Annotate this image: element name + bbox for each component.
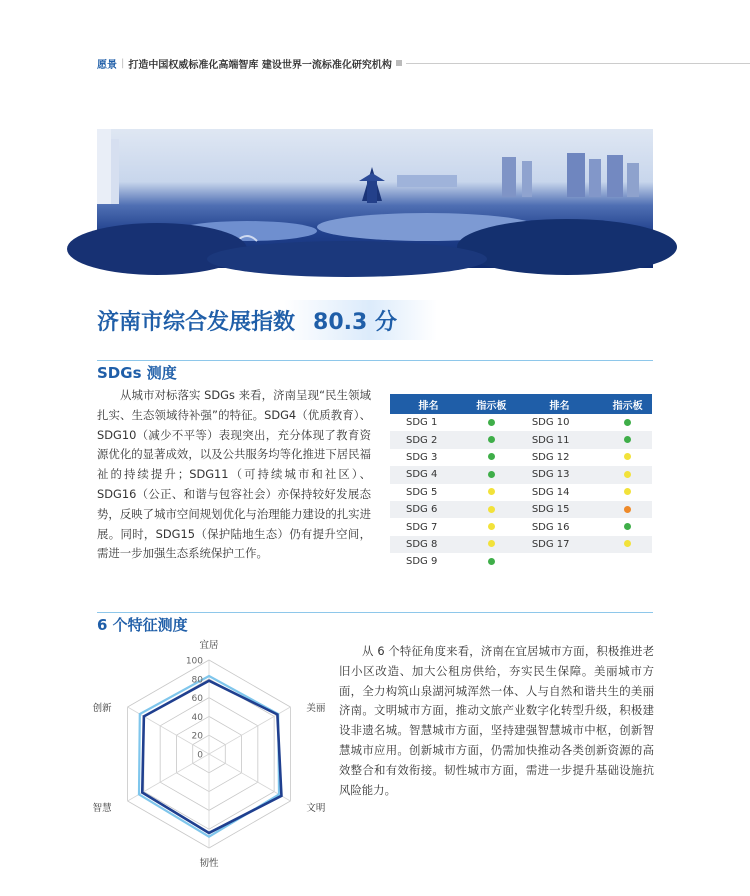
radar-category-label: 宜居 [199, 640, 219, 651]
sdg-table-header-row [390, 394, 652, 414]
sdg-status-dot-yellow [624, 488, 631, 495]
radar-tick-label: 60 [191, 694, 203, 705]
sdg-status-dot-yellow [488, 506, 495, 513]
sdg-status-cell [603, 484, 652, 501]
header-brand: 愿景 [97, 59, 117, 71]
sdg-status-cell [467, 466, 516, 483]
sdg-status-dot-yellow [488, 488, 495, 495]
sdg-status-dot-yellow [624, 540, 631, 547]
sdg-status-dot-yellow [488, 523, 495, 530]
sdg-table-row [390, 536, 652, 553]
sdg-table-header: 排名 [516, 394, 603, 414]
sdg-status-dot-green [488, 453, 495, 460]
sdg-status-dot-yellow [488, 540, 495, 547]
sdg-status-dot-orange [624, 506, 631, 513]
sdg-goal-cell: SDG 2 [390, 431, 467, 448]
sdg-goal-cell: SDG 15 [516, 501, 603, 518]
feature-section-title: 6 个特征测度 [97, 616, 188, 634]
sdg-status-cell [603, 518, 652, 535]
sdg-table-row [390, 484, 652, 501]
sdg-status-dot-green [488, 471, 495, 478]
header-rule [406, 63, 750, 64]
main-title-score: 80.3 分 [313, 309, 397, 335]
sdg-status-cell [603, 431, 652, 448]
six-feature-radar-chart [92, 632, 327, 872]
feature-section-rule [97, 612, 653, 613]
sdg-status-dot-green [488, 558, 495, 565]
radar-tick-label: 20 [191, 731, 203, 742]
sdg-goal-cell: SDG 3 [406, 451, 438, 463]
sdg-table-row [390, 501, 652, 518]
sdg-status-dot-green [624, 419, 631, 426]
sdg-status-cell [603, 466, 652, 483]
running-header [97, 55, 750, 71]
sdg-goal-cell: SDG 13 [516, 466, 603, 483]
header-slogan: 打造中国权威标准化高端智库 建设世界一流标准化研究机构 [128, 59, 392, 71]
sdg-status-dot-green [624, 436, 631, 443]
sdg-dashboard-table [390, 394, 652, 571]
radar-category-label: 文明 [306, 803, 326, 814]
sdg-status-cell [467, 449, 516, 466]
sdg-goal-cell: SDG 8 [390, 536, 467, 553]
sdg-goal-cell: SDG 14 [531, 486, 570, 498]
sdg-goal-cell: SDG 16 [531, 521, 570, 533]
page-main-title [97, 300, 437, 340]
radar-tick-label: 0 [197, 750, 203, 761]
sdg-status-cell [603, 414, 652, 431]
sdg-goal-cell: SDG 1 [406, 417, 438, 429]
header-square-mark [396, 60, 402, 66]
sdg-paragraph: 从城市对标落实 SDGs 来看，济南呈现“民生领域扎实、生态领域待补强”的特征。SDG4（优质教育）、SDG10（减少不平等）表现突出，充分体现了教育资源优化的显著成效，以及公共服务均等化推进下居民福祉的持续提升；SDG11（可持续城市和社区）、SDG16（公正、和谐与包容社会）亦保持较好发展态势，反映了城市空间规划优化与治理能力建设的扎实进展。同时，SDG15（保护陆地生态）仍有提升空间，需进一步加强生态系统保护工作。 [97, 388, 371, 561]
sdg-status-cell [467, 431, 516, 448]
sdg-table-body [390, 414, 652, 571]
city-skyline-photo [97, 129, 653, 268]
sdg-status-dot-yellow [624, 471, 631, 478]
radar-category-label: 美丽 [306, 703, 326, 714]
sdg-status-cell [467, 414, 516, 431]
sdg-section-title: SDGs 测度 [97, 364, 177, 382]
sdg-status-dot-yellow [624, 453, 631, 460]
sdg-goal-cell: SDG 10 [531, 417, 570, 429]
radar-tick-label: 100 [185, 656, 203, 667]
sdg-goal-cell [516, 553, 603, 570]
sdg-goal-cell: SDG 6 [390, 501, 467, 518]
sdg-status-cell [603, 536, 652, 553]
sdg-status-cell [603, 553, 652, 570]
feature-paragraph: 从 6 个特征角度来看，济南在宜居城市方面，积极推进老旧小区改造、加大公租房供给，夯实民生保障。美丽城市方面，全力构筑山泉湖河城浑然一体、人与自然和谐共生的美丽济南。文明城市方面，推动文旅产业数字化转型升级，积极建设非遗名城。智慧城市方面，坚持建强智慧城市中枢，创新智慧城市应用。创新城市方面，仍需加快推动各类创新资源的高效整合和有效衔接。韧性城市方面，需进一步提升基础设施抗风险能力。 [339, 644, 654, 797]
header-separator: | [121, 57, 125, 69]
sdg-status-cell [467, 501, 516, 518]
sdg-status-dot-green [624, 523, 631, 530]
sdg-table-row [390, 518, 652, 535]
sdg-table-header: 指示板 [603, 394, 652, 414]
main-title-text: 济南市综合发展指数 [97, 309, 296, 335]
sdg-status-cell [467, 484, 516, 501]
sdg-goal-cell: SDG 11 [516, 431, 603, 448]
sdg-goal-cell: SDG 5 [406, 486, 438, 498]
sdg-goal-cell: SDG 4 [390, 466, 467, 483]
sdg-table-row [390, 553, 652, 570]
radar-tick-label: 40 [191, 712, 203, 723]
radar-tick-label: 80 [191, 675, 203, 686]
sdg-status-cell [603, 501, 652, 518]
sdg-goal-cell: SDG 7 [406, 521, 438, 533]
skyline-illustration [97, 129, 653, 268]
sdg-table-row [390, 431, 652, 448]
sdg-table-header: 排名 [390, 394, 467, 414]
sdg-status-cell [467, 553, 516, 570]
radar-category-label: 韧性 [199, 858, 219, 869]
sdg-table-row [390, 449, 652, 466]
sdg-section-rule [97, 360, 653, 361]
radar-category-label: 智慧 [92, 803, 112, 814]
radar-category-label: 创新 [92, 703, 112, 714]
sdg-status-dot-green [488, 419, 495, 426]
sdg-table-row [390, 414, 652, 431]
sdg-goal-cell: SDG 9 [406, 556, 438, 568]
sdg-status-cell [603, 449, 652, 466]
sdg-status-cell [467, 536, 516, 553]
sdg-table-header: 指示板 [467, 394, 516, 414]
sdg-table-row [390, 466, 652, 483]
sdg-status-cell [467, 518, 516, 535]
sdg-goal-cell: SDG 12 [531, 451, 570, 463]
sdg-goal-cell: SDG 17 [516, 536, 603, 553]
sdg-status-dot-green [488, 436, 495, 443]
